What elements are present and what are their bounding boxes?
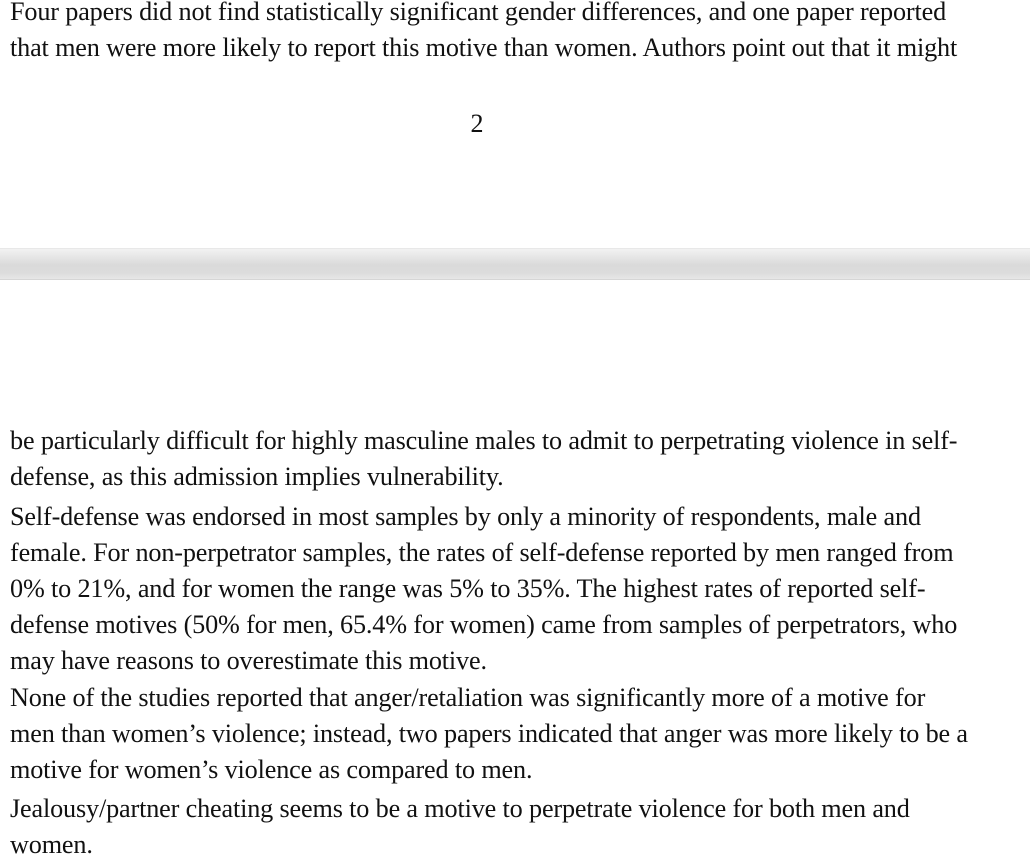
body-text-line: may have reasons to overestimate this motive. [10,646,487,675]
body-text-line: None of the studies reported that anger/retaliation was significantly more of a motive for [10,683,926,712]
body-text-line: female. For non-perpetrator samples, the rates of self-defense reported by men ranged from [10,538,954,567]
body-text-line: Jealousy/partner cheating seems to be a motive to perpetrate violence for both men and [10,794,910,823]
body-text-line: be particularly difficult for highly masculine males to admit to perpetrating violence in self- [10,426,958,455]
body-text-line: that men were more likely to report this motive than women. Authors point out that it might [10,33,958,62]
body-text-line: men than women’s violence; instead, two papers indicated that anger was more likely to be a [10,719,968,748]
body-text-line: defense, as this admission implies vulnerability. [10,462,504,491]
document-page-previous [0,0,1030,248]
body-text-line: defense motives (50% for men, 65.4% for women) came from samples of perpetrators, who [10,610,958,639]
body-text-line: women. [10,830,93,859]
body-text-line: Four papers did not find statistically significant gender differences, and one paper reported [10,0,947,26]
body-text-line: motive for women’s violence as compared to men. [10,755,533,784]
body-text-line: Self-defense was endorsed in most samples by only a minority of respondents, male and [10,502,921,531]
page-break-separator [0,248,1030,280]
body-text-line: 0% to 21%, and for women the range was 5% to 35%. The highest rates of reported self- [10,574,926,603]
page-number: 2 [470,109,484,138]
document-page-current [0,280,1030,863]
